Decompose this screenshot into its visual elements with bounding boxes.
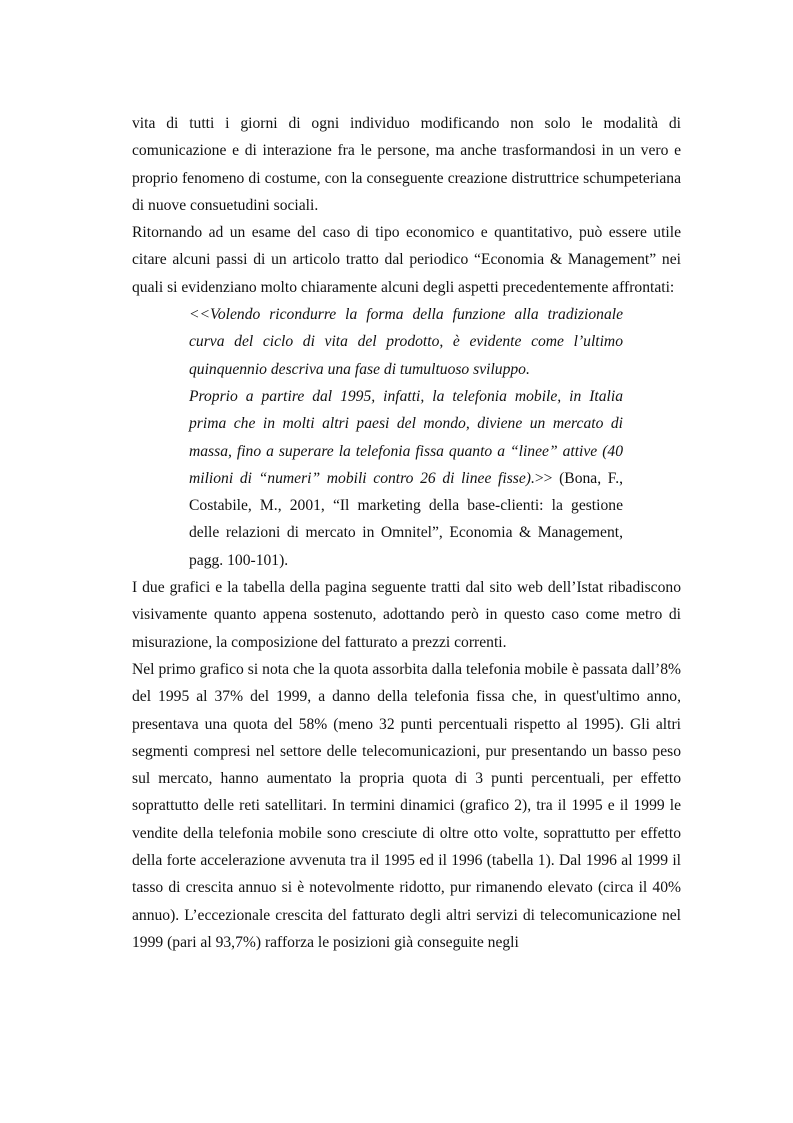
quote-1-text: <<Volendo ricondurre la forma della funzione alla tradizionale curva del ciclo di vita del prodotto, è evidente come l’ultimo quinquennio descriva una fase di tumultuoso sviluppo.: [189, 306, 623, 378]
block-quote-2: [189, 383, 623, 574]
quote-citation: >> (Bona, F., Costabile, M., 2001, “Il marketing della base-clienti: la gestione delle relazioni di mercato in Omnitel”, Economia & Management, pagg. 100-101).: [189, 469, 623, 569]
block-quote-1: [189, 301, 623, 383]
paragraph-continuation: vita di tutti i giorni di ogni individuo modificando non solo le modalità di comunicazione e di interazione fra le persone, ma anche trasformandosi in un vero e proprio fenomeno di costume, con la conseguente creazione distruttrice schumpeteriana di nuove consuetudini sociali.: [132, 115, 681, 214]
paragraph-istat: I due grafici e la tabella della pagina seguente tratti dal sito web dell’Istat ribadiscono visivamente quanto appena sostenuto, adottando però in questo caso come metro di misurazione, la composizione del fatturato a prezzi correnti.: [132, 579, 681, 651]
document-page: [132, 110, 681, 956]
paragraph-article-intro: Ritornando ad un esame del caso di tipo economico e quantitativo, può essere utile citare alcuni passi di un articolo tratto dal periodico “Economia & Management” nei quali si evidenziano molto chiaramente alcuni degli aspetti precedentemente affrontati:: [132, 224, 681, 296]
quote-2-text: Proprio a partire dal 1995, infatti, la telefonia mobile, in Italia prima che in molti altri paesi del mondo, diviene un mercato di massa, fino a superare la telefonia fissa quanto a “linee” attive (40 milioni di “numeri” mobili contro 26 di linee fisse).: [189, 387, 623, 487]
paragraph-first-chart: Nel primo grafico si nota che la quota assorbita dalla telefonia mobile è passata dall’8% del 1995 al 37% del 1999, a danno della telefonia fissa che, in quest'ultimo anno, presentava una quota del 58% (meno 32 punti percentuali rispetto al 1995). Gli altri segmenti compresi nel settore delle telecomunicazioni, pur presentando un basso peso sul mercato, hanno aumentato la propria quota di 3 punti percentuali, per effetto soprattutto delle reti satellitari. In termini dinamici (grafico 2), tra il 1995 e il 1999 le vendite della telefonia mobile sono cresciute di oltre otto volte, soprattutto per effetto della forte accelerazione avvenuta tra il 1995 ed il 1996 (tabella 1). Dal 1996 al 1999 il tasso di crescita annuo si è notevolmente ridotto, pur rimanendo elevato (circa il 40% annuo). L’eccezionale crescita del fatturato degli altri servizi di telecomunicazione nel 1999 (pari al 93,7%) rafforza le posizioni già conseguite negli: [132, 660, 681, 951]
